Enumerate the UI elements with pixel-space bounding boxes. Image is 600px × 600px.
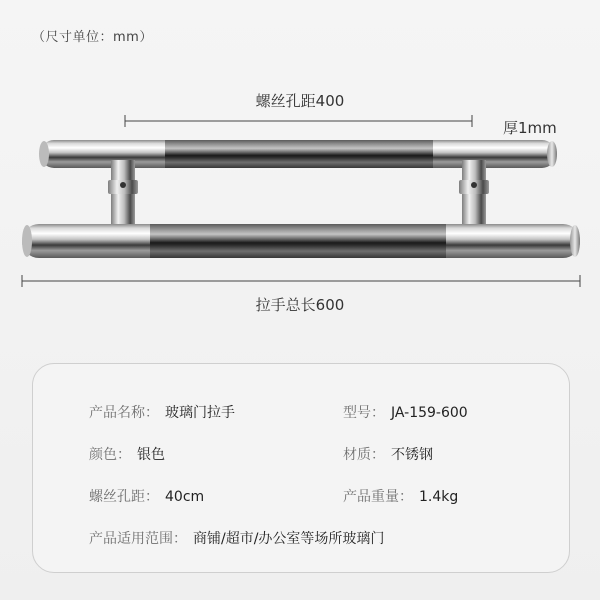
spec-hole-distance	[89, 486, 204, 506]
spec-color	[89, 444, 165, 464]
spec-value: 1.4kg	[419, 489, 459, 505]
spec-weight	[343, 486, 458, 506]
spec-usage	[89, 528, 384, 548]
right-post	[459, 160, 489, 226]
unit-note: （尺寸单位：mm）	[32, 30, 153, 45]
spec-value: 商铺/超市/办公室等场所玻璃门	[193, 531, 385, 547]
total-length-dimension	[22, 275, 580, 287]
spec-key: 型号：	[343, 405, 385, 421]
spec-key: 螺丝孔距：	[89, 489, 159, 505]
spec-model	[343, 402, 468, 422]
spec-material	[343, 444, 433, 464]
spec-value: 银色	[137, 447, 165, 463]
spec-card	[32, 363, 570, 573]
lower-bar	[22, 224, 580, 258]
spec-value: 不锈钢	[391, 447, 433, 463]
spec-product-name	[89, 402, 235, 422]
spec-value: 40cm	[165, 489, 205, 505]
spec-value: 玻璃门拉手	[165, 405, 235, 421]
spec-key: 颜色：	[89, 447, 131, 463]
left-post	[108, 160, 138, 226]
hole-distance-label: 螺丝孔距400	[255, 92, 345, 110]
spec-key: 产品重量：	[343, 489, 413, 505]
spec-key: 材质：	[343, 447, 385, 463]
spec-value: JA-159-600	[391, 405, 468, 421]
total-length-label: 拉手总长600	[255, 296, 345, 314]
spec-key: 产品适用范围：	[89, 531, 187, 547]
hole-distance-dimension	[125, 115, 472, 127]
thickness-label: 厚1mm	[503, 119, 557, 137]
spec-key: 产品名称：	[89, 405, 159, 421]
